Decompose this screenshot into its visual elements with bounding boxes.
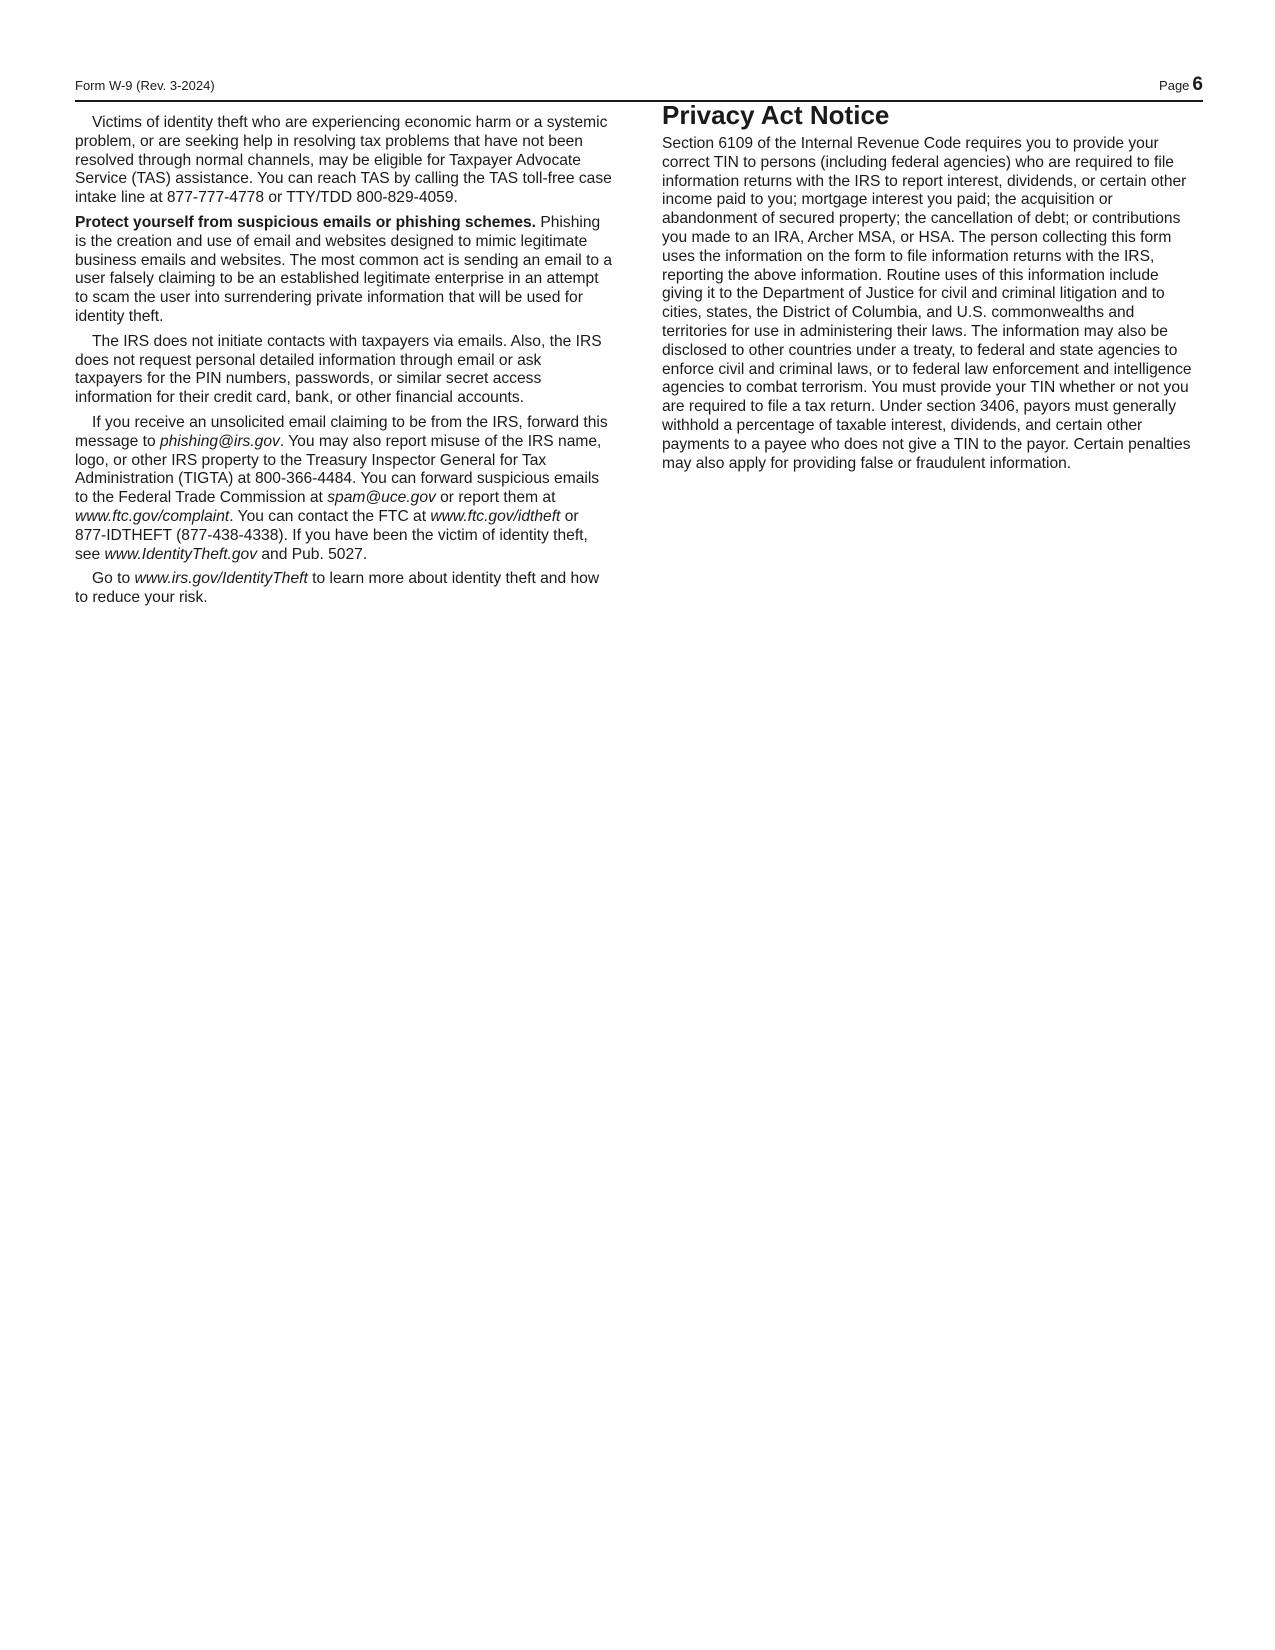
irs-contact-paragraph: The IRS does not initiate contacts with taxpayers via emails. Also, the IRS does not request personal detailed information through email or ask taxpayers for the PIN numbers, passwords, or similar secret access information for their credit card, bank, or other financial accounts.: [75, 332, 602, 407]
privacy-act-body: Section 6109 of the Internal Revenue Code requires you to provide your correct TIN to persons (including federal agencies) who are required to file information returns with the IRS to report interest, dividends, or certain other income paid to you; mortgage interest you paid; the acquisition or abandonment of secured property; the cancellation of debt; or contributions you made to an IRA, Archer MSA, or HSA. The person collecting this form uses the information on the form to file information returns with the IRS, reporting the above information. Routine uses of this information include giving it to the Department of Justice for civil and criminal litigation and to cities, states, the District of Columbia, and U.S. commonwealths and territories for use in administering their laws. The information may also be disclosed to other countries under a treaty, to federal and state agencies to enforce civil and criminal laws, or to federal law enforcement and intelligence agencies to combat terrorism. You must provide your TIN whether or not you are required to file a tax return. Under section 3406, payors must generally withhold a percentage of taxable interest, dividends, and certain other payments to a payee who does not give a TIN to the payor. Certain penalties may also apply for providing false or fraudulent information.: [662, 135, 1192, 472]
text-run: or 877-IDTHEFT (877-438-4338). If you have been the victim of identity theft, see: [75, 507, 588, 563]
text-run: to learn more about identity theft and how to reduce your risk.: [75, 570, 600, 607]
ftc-idtheft-link: www.ftc.gov/idtheft: [430, 507, 561, 525]
privacy-act-title: Privacy Act Notice: [662, 100, 890, 130]
tas-paragraph: Victims of identity theft who are experiencing economic harm or a systemic problem, or are seeking help in resolving tax problems that have not been resolved through normal channels, may be eligible for Taxpayer Advocate Service (TAS) assistance. You can reach TAS by calling the TAS toll-free case intake line at 877-777-4778 or TTY/TDD 800-829-4059.: [75, 114, 612, 207]
phishing-body: Phishing is the creation and use of email and websites designed to mimic legitimate business emails and websites. The most common act is sending an email to a user falsely claiming to be an established legitimate enterprise in an attempt to scam the user into surrendering private information that will be used for identity theft.: [75, 213, 613, 325]
page-number: 6: [1192, 74, 1203, 95]
page-header: [75, 74, 1203, 102]
page-label: Page: [1159, 78, 1190, 93]
text-run: Go to: [92, 570, 135, 588]
text-run: . You may also report misuse of the IRS name, logo, or other IRS property to the Treasury Inspector General for Tax Administration (TIGTA) at 800-366-4484. You can forward suspicious emails to the Federal Trade Commission at: [75, 432, 602, 507]
right-column: [662, 100, 1203, 479]
text-run: or report them at: [435, 489, 556, 507]
phishing-heading: Protect yourself from suspicious emails or phishing schemes.: [75, 213, 537, 231]
phishing-paragraph: [75, 214, 613, 327]
email-phishing-link: phishing@irs.gov: [159, 432, 280, 450]
report-phishing-paragraph: [75, 414, 613, 564]
learn-more-paragraph: [75, 570, 613, 608]
ftc-complaint-link: www.ftc.gov/complaint: [75, 507, 230, 525]
text-run: . You can contact the FTC at: [229, 507, 431, 525]
text-run: If you receive an unsolicited email claiming to be from the IRS, forward this message to: [75, 413, 608, 450]
irs-identitytheft-link: www.irs.gov/IdentityTheft: [134, 570, 308, 588]
email-spam-link: spam@uce.gov: [327, 489, 436, 507]
page-indicator: [1159, 74, 1203, 96]
left-column: [75, 114, 613, 614]
text-run: and Pub. 5027.: [257, 545, 368, 563]
identitytheft-gov-link: www.IdentityTheft.gov: [104, 545, 258, 563]
form-id: Form W-9 (Rev. 3-2024): [75, 78, 215, 93]
